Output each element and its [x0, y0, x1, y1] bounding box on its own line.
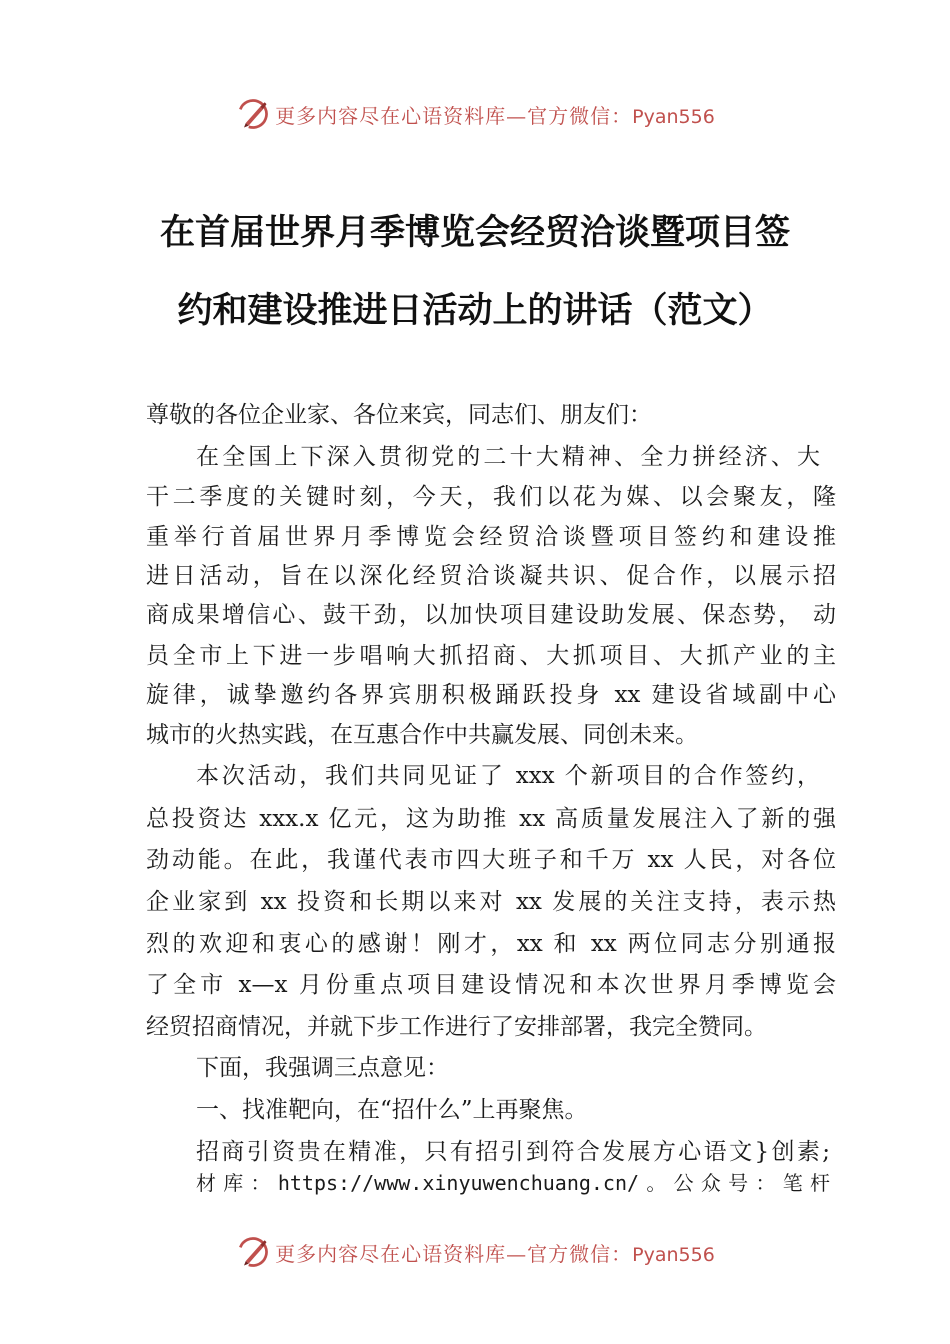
paragraph-2-line: 经贸招商情况，并就下步工作进行了安排部署，我完全赞同。 — [146, 1014, 767, 1040]
paragraph-2-line: 劲动能。在此，我谨代表市四大班子和千万 xx 人民，对各位 — [146, 847, 836, 873]
document-title-line-1: 在首届世界月季博览会经贸洽谈暨项目签 — [159, 212, 790, 253]
pen-logo-icon — [235, 1234, 271, 1270]
paragraph-3: 下面，我强调三点意见： — [196, 1055, 449, 1081]
paragraph-1-line: 员全市上下进一步唱响大抓招商、大抓项目、大抓产业的主 — [146, 643, 836, 669]
paragraph-2-line: 企业家到 xx 投资和长期以来对 xx 发展的关注支持，表示热 — [146, 889, 836, 915]
paragraph-5-line: 招商引资贵在精准，只有招引到符合发展方心语文}创素; — [196, 1139, 830, 1165]
paragraph-2-line: 总投资达 xxx.x 亿元，这为助推 xx 高质量发展注入了新的强 — [146, 806, 836, 832]
paragraph-1-line: 干二季度的关键时刻，今天，我们以花为媒、以会聚友，隆 — [146, 484, 836, 510]
paragraph-1-line: 商成果增信心、鼓干劲，以加快项目建设助发展、保态势， 动 — [146, 602, 836, 628]
banner-text: 更多内容尽在心语资料库—官方微信：Pyan556 — [275, 1241, 715, 1266]
document-title-line-2: 约和建设推进日活动上的讲话（范文） — [177, 290, 773, 331]
paragraph-1-line: 进日活动，旨在以深化经贸洽谈凝共识、促合作，以展示招 — [146, 563, 836, 589]
pen-logo-icon — [235, 96, 271, 132]
paragraph-1-line: 在全国上下深入贯彻党的二十大精神、全力拼经济、大 — [196, 444, 820, 470]
wechat-id: Pyan556 — [632, 105, 715, 128]
wechat-id: Pyan556 — [632, 1243, 715, 1266]
paragraph-1-line: 城市的火热实践，在互惠合作中共赢发展、同创未来。 — [146, 722, 698, 748]
paragraph-2-line: 本次活动，我们共同见证了 xxx 个新项目的合作签约， — [196, 763, 820, 789]
paragraph-1-line: 重举行首届世界月季博览会经贸洽谈暨项目签约和建设推 — [146, 524, 836, 550]
paragraph-1-line: 旋律，诚挚邀约各界宾朋积极踊跃投身 xx 建设省域副中心 — [146, 682, 836, 708]
paragraph-5-line: 材库：https://www.xinyuwenchuang.cn/。公众号：笔杆 — [196, 1171, 830, 1195]
footer-banner — [0, 1232, 950, 1272]
paragraph-2-line: 烈的欢迎和衷心的感谢！刚才，xx 和 xx 两位同志分别通报 — [146, 931, 836, 957]
paragraph-2-line: 了全市 x—x 月份重点项目建设情况和本次世界月季博览会 — [146, 972, 836, 998]
greeting: 尊敬的各位企业家、各位来宾，同志们、朋友们： — [146, 402, 652, 428]
section-heading-1: 一、找准靶向，在“招什么”上再聚焦。 — [196, 1097, 588, 1123]
banner-text: 更多内容尽在心语资料库—官方微信：Pyan556 — [275, 103, 715, 128]
header-banner — [0, 94, 950, 134]
